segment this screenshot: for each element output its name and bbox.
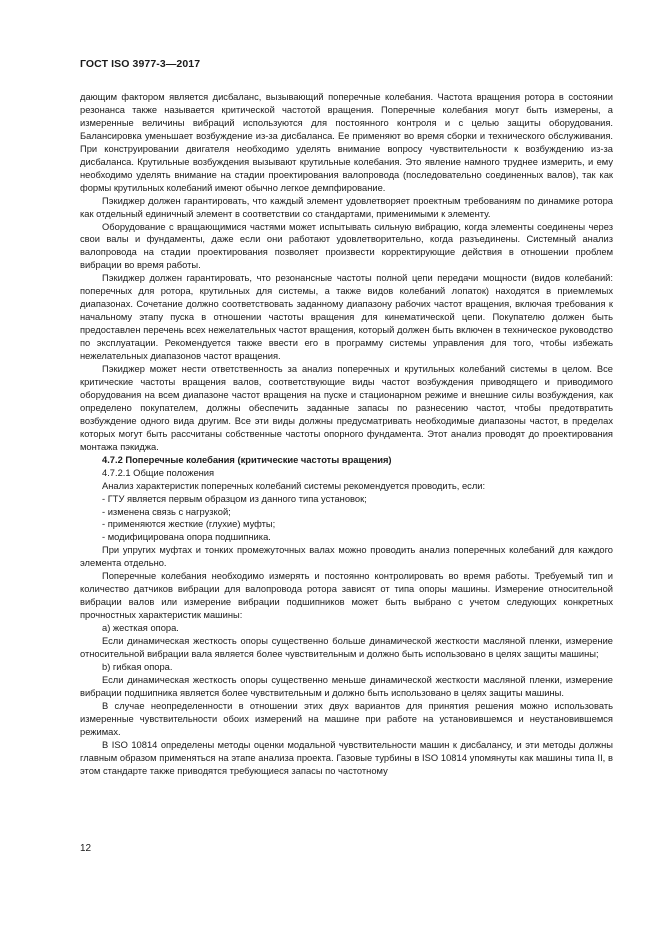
paragraph: В случае неопределенности в отношении этих двух вариантов для принятия решения можно использовать измеренные чувствительности обоих измерений на машине при работе на установившемся и неустановившемся режимах. [80,700,613,737]
paragraph: Оборудование с вращающимися частями может испытывать сильную вибрацию, когда элементы соединены через свои валы и фундаменты, даже если они работают удовлетворительно, когда разъединены. Системный анализ валопровода на стадии проектирования позволяет произвести корректирующие действия в отношении проблем вибрации во время работы. [80,221,613,271]
list-item: а) жесткая опора. [102,623,179,634]
paragraph: Пэкиджер должен гарантировать, что каждый элемент удовлетворяет проектным требованиям по динамике ротора как отдельный единичный элемент в соответствии со стандартами, применимыми к элементу. [80,195,613,219]
paragraph: Если динамическая жесткость опоры существенно меньше динамической жесткости масляной пленки, измерение вибрации подшипника является более чувствительным и должно быть использовано в целях защиты машины. [80,674,613,698]
list-item: - применяются жесткие (глухие) муфты; [102,519,276,530]
section-heading: 4.7.2 Поперечные колебания (критические частоты вращения) [102,454,392,465]
document-header: ГОСТ ISO 3977-3—2017 [80,58,201,70]
paragraph: Если динамическая жесткость опоры существенно больше динамической жесткости масляной пленки, измерение относительной вибрации вала является более чувствительным и должно быть использовано в целях защиты машины; [80,636,613,659]
paragraph: При упругих муфтах и тонких промежуточных валах можно проводить анализ поперечных колебаний для каждого элемента отдельно. [80,545,613,569]
page-number: 12 [80,843,92,854]
paragraph: Анализ характеристик поперечных колебаний системы рекомендуется проводить, если: [102,480,486,491]
list-item: - модифицирована опора подшипника. [102,532,271,543]
paragraph: Поперечные колебания необходимо измерять и постоянно контролировать во время работы. Требуемый тип и количество датчиков вибрации для валопровода ротора зависят от типа опоры машины. Измерение относительной вибрации валов или измерение вибрации подшипников может быть выбрано с учетом следующих конкретных прочностных характеристик машины: [80,571,613,621]
paragraph: Пэкиджер может нести ответственность за анализ поперечных и крутильных колебаний системы в целом. Все критические частоты вращения валов, соответствующие виды частот возбуждения приводящего и приводимого оборудования на всем диапазоне частот вращения на пуске и стационарном режиме и внешние силы возбуждения, как определено покупателем, должны обеспечить заданные запасы по разнесению частот, чтобы предотвратить возбуждение одного вида другим. Все эти виды должны предусматривать необходимые диапазоны частот, в пределах которых могут быть рассчитаны собственные частоты опорного фундамента. Этот анализ проводят до проектирования монтажа пэкиджа. [80,364,613,452]
list-item: - изменена связь с нагрузкой; [102,506,231,517]
paragraph: Пэкиджер должен гарантировать, что резонансные частоты полной цепи передачи мощности (видов колебаний: поперечных для ротора, крутильных для системы, а также видов колебаний лопаток) находятся в приемлемых диапазонах. Сочетание должно соответствовать заданному диапазону рабочих частот вращения, включая требования к начальному этапу пуска в отношении частоты вращения для кинематической цепи. Покупателю должен быть предоставлен перечень всех нежелательных частот вращения, который должен быть включен в техническое руководство по эксплуатации. Рекомендуется также ввести его в программу системы управления для того, чтобы избежать нежелательных диапазонов частот вращения. [80,273,613,362]
paragraph-continuation: дающим фактором является дисбаланс, вызывающий поперечные колебания. Частота вращения ротора в состоянии резонанса также называется критической частотой вращения. Поперечные колебания могут быть измерены, а измеренные величины вибраций используются для постоянного контроля и с целью защиты оборудования. Балансировка уменьшает возбуждение из-за дисбаланса. Ее применяют во время сборки и технического обслуживания. При конструировании двигателя необходимо уделять внимание вопросу чувствительности к возбуждению из-за дисбаланса. Крутильные возбуждения вызывают крутильные колебания. Это явление намного труднее измерить, и ему необходимо уделять внимание на стадии проектирования валопровода (последовательно соединенных валов), так как формы крутильных колебаний имеют обычно легкое демпфирование. [80,92,613,193]
subsection-heading: 4.7.2.1 Общие положения [102,467,215,478]
list-item: b) гибкая опора. [102,661,173,672]
list-item: - ГТУ является первым образцом из данного типа установок; [102,493,367,504]
paragraph: В ISO 10814 определены методы оценки модальной чувствительности машин к дисбалансу, и эти методы должны главным образом применяться на этапе анализа проекта. Газовые турбины в ISO 10814 упомянуты как машины типа II, в этом стандарте также приводятся требующиеся запасы по частотному [80,739,613,776]
document-body [80,91,613,778]
